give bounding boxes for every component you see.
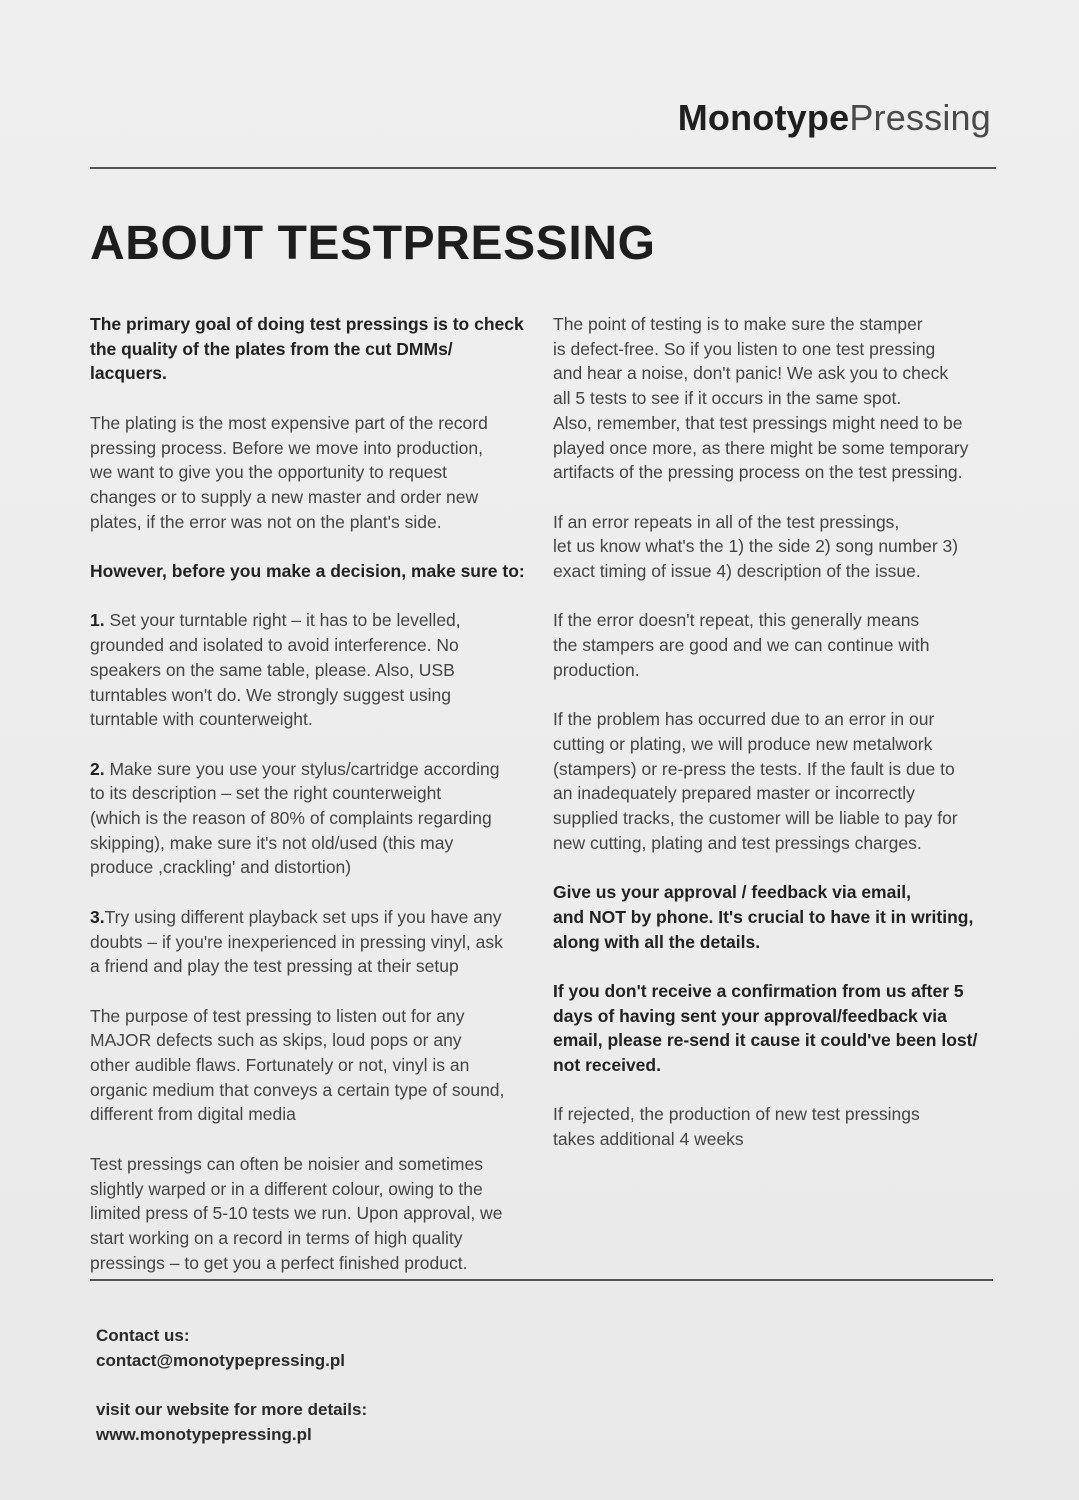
top-divider [90, 167, 996, 169]
problem-paragraph: If the problem has occurred due to an error in our cutting or plating, we will produce new metalwork (stampers) or re-press the tests. If the fault is due to an inadequately prepared master or incorrectly supplied tracks, the customer will be liable to pay for new cutting, plating and test pressings charges. [553, 709, 958, 853]
contact-block [96, 1324, 367, 1472]
left-column [90, 312, 530, 1300]
item-text: Try using different playback set ups if you have any doubts – if you're inexperienced in pressing vinyl, ask a friend and play the test pressing at their setup [90, 906, 503, 977]
checklist-heading: However, before you make a decision, make sure to: [90, 561, 525, 581]
page-title: ABOUT TESTPRESSING [90, 217, 656, 270]
item-number: 2. [90, 758, 105, 779]
purpose-paragraph: The purpose of test pressing to listen out for any MAJOR defects such as skips, loud pops or any other audible flaws. Fortunately or not, vinyl is an organic medium that conveys a certain type of sound, different from digital media [90, 1005, 505, 1125]
item-text: Set your turntable right – it has to be levelled, grounded and isolated to avoid interference. No speakers on the same table, please. Also, USB turntables won't do. We strongly suggest using turntable with counterweight. [90, 610, 461, 730]
checklist-item-3 [90, 905, 530, 979]
checklist-item-1 [90, 608, 530, 732]
checklist-item-2 [90, 757, 530, 881]
noisier-paragraph: Test pressings can often be noisier and sometimes slightly warped or in a different colour, owing to the limited press of 5-10 tests we run. Upon approval, we start working on a record in terms of high quality pressings – to get you a perfect finished product. [90, 1153, 503, 1273]
logo-light-text: Pressing [849, 97, 991, 138]
contact-email: Contact us: contact@monotypepressing.pl [96, 1326, 345, 1370]
brand-logo [678, 96, 991, 140]
no-repeat-paragraph: If the error doesn't repeat, this generally means the stampers are good and we can continue with production. [553, 610, 930, 680]
approval-paragraph: Give us your approval / feedback via email, and NOT by phone. It's crucial to have it in writing, along with all the details. [553, 882, 974, 952]
item-text: Make sure you use your stylus/cartridge according to its description – set the right counterweight (which is the reason of 80% of complaints regarding skipping), make sure it's not old/used (this may produce ,crackling' and distortion) [90, 758, 500, 878]
bottom-divider [90, 1279, 993, 1281]
rejected-paragraph: If rejected, the production of new test pressings takes additional 4 weeks [553, 1104, 920, 1150]
right-column [553, 312, 993, 1177]
logo-bold-text: Monotype [677, 97, 850, 138]
item-number: 3. [90, 906, 105, 927]
item-number: 1. [90, 610, 105, 631]
plating-paragraph: The plating is the most expensive part of the record pressing process. Before we move into production, we want to give you the opportunity to request changes or to supply a new master and order new plates, if the error was not on the plant's side. [90, 412, 488, 532]
website-info: visit our website for more details: www.monotypepressing.pl [96, 1400, 368, 1444]
confirmation-paragraph: If you don't receive a confirmation from us after 5 days of having sent your approval/feedback via email, please re-send it cause it could've been lost/ not received. [553, 980, 978, 1076]
intro-paragraph: The primary goal of doing test pressings is to check the quality of the plates from the cut DMMs/ lacquers. [90, 314, 524, 384]
repeats-paragraph: If an error repeats in all of the test pressings, let us know what's the 1) the side 2) song number 3) exact timing of issue 4) description of the issue. [553, 511, 959, 582]
point-paragraph: The point of testing is to make sure the stamper is defect-free. So if you listen to one test pressing and hear a noise, don't panic! We ask you to check all 5 tests to see if it occurs in the same spot. Also, remember, that test pressings might need to be played once more, as there might be some temporary artifacts of the pressing process on the test pressing. [553, 314, 969, 483]
